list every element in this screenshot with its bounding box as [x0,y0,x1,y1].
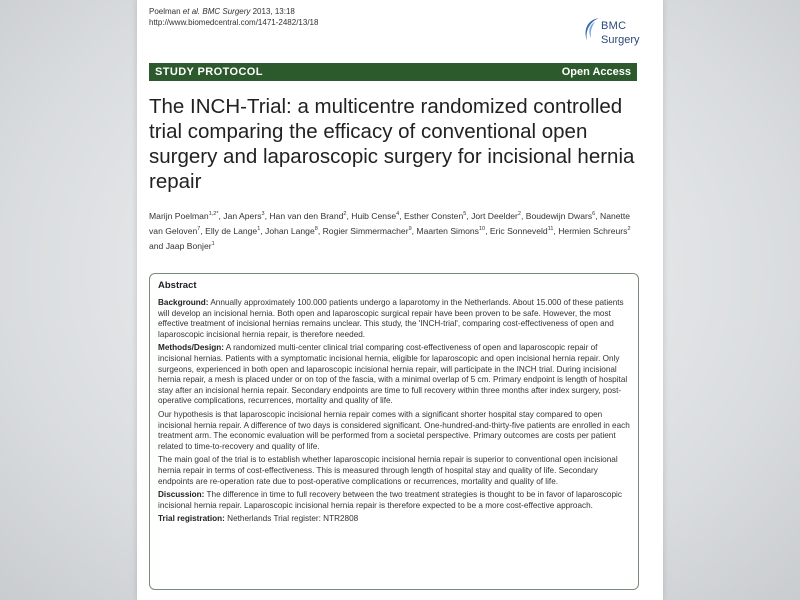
author-name: Elly de Lange [205,225,258,236]
author-affiliation: 3 [261,211,265,217]
citation-author: Poelman [149,7,183,16]
background-text: Annually approximately 100.000 patients undergo a laparotomy in the Netherlands. About 15.000 of these patients will develop an incisional hernia. Both open and laparoscopic surgical repair have been proven to be safe. However, the most effective treatment of incisional hernias remains unclear. This study, the 'INCH-trial', comparing cost-effectiveness of open and laparoscopic incisional hernia repair, is therefore needed. [158,298,624,339]
author-name: Jort Deelder [471,210,518,221]
author-name: Maarten Simons [416,225,479,236]
paper-page [137,0,663,600]
author-name: Jaap Bonjer [165,240,212,251]
open-access-label: Open Access [561,66,631,78]
author-affiliation: 2 [627,225,631,232]
citation-url[interactable]: http://www.biomedcentral.com/1471-2482/13/18 [149,18,319,27]
author-separator: , [411,225,417,236]
logo-bmc-text: BMC [601,20,627,32]
author-separator: , [399,210,404,221]
author-affiliation: 1 [257,225,261,232]
author-name: Nanette van Geloven [149,210,631,236]
author-affiliation: 11 [547,225,554,232]
methods-label: Methods/Design: [158,343,224,353]
author-separator: , [553,225,559,236]
methods-text: A randomized multi-center clinical trial comparing cost-effectiveness of open and laparoscopic repair of incisional hernias. Patients with a symptomatic incisional hernia, eligible for laparoscopic and open incisional hernia repair. Only surgeons, experienced in both open and laparoscopic incisional hernia repair, will participate in the INCH trial. During incisional hernia repair, a mesh is placed under or on top of the fascia, with a minimal overlap of 5 cm. Primary endpoint is length of hospital stay after an incisional hernia repair. Secondary endpoints are time to full recovery within three months after index surgery, post-operative complications, recurrences, mortality and quality of life. [158,343,628,406]
author-name: Hermien Schreurs [558,225,628,236]
author-name: Rogier Simmermacher [322,225,409,236]
author-name: Johan Lange [265,225,315,236]
registration-label: Trial registration: [158,514,225,524]
author-affiliation: 2 [343,211,347,217]
background-label: Background: [158,298,209,307]
author-affiliation: 4 [396,211,400,217]
author-separator: , [260,225,266,236]
abstract-registration [158,514,630,525]
citation-line [149,6,318,17]
author-separator: , [346,210,352,221]
author-name: Jan Apers [223,210,262,221]
author-affiliation: 7 [197,225,201,232]
article-type-banner [149,63,637,81]
author-name: Eric Sonneveld [489,225,548,236]
author-name: Boudewijn Dwars [525,210,593,221]
author-separator: , [317,225,323,236]
author-affiliation: 1,2* [208,211,219,217]
abstract-hypothesis: Our hypothesis is that laparoscopic incisional hernia repair comes with a significant shorter hospital stay compared to open incisional hernia repair. A difference of two days is considered significant. One-hundred-and-thirty-five patients are enrolled in each treatment arm. The economic evaluation will be performed from a societal perspective. Primary outcomes are costs per patient related to time-to-recovery and quality of life. [158,409,630,451]
author-name: Marijn Poelman [149,210,209,221]
discussion-text: The difference in time to full recovery between the two treatment strategies is thought to be in favor of laparoscopic incisional hernia repair. Laparoscopic incisional hernia repair is therefore expected to be a more cost-effective approach. [158,490,622,510]
author-affiliation: 9 [408,225,412,232]
bmc-surgery-logo [581,12,641,52]
author-separator: , [485,225,490,236]
author-name: Han van den Brand [269,210,344,221]
author-separator: , [466,210,472,221]
author-affiliation: 1 [211,240,215,247]
author-name: Esther Consten [404,210,464,221]
author-affiliation: 2 [517,211,521,217]
abstract-heading: Abstract [158,280,197,291]
citation-year: 2013, 13:18 [250,7,295,16]
author-separator: and [149,240,166,251]
registration-text: Netherlands Trial register: NTR2808 [224,514,359,524]
abstract-goal: The main goal of the trial is to establish whether laparoscopic incisional hernia repair is superior to conventional open incisional hernia repair in terms of cost-effectiveness. This is measured through length of hospital stay and quality of life. Secondary endpoints are re-operation rate due to post-operative complications or recurrences, mortality and quality of life. [158,455,618,486]
author-list [149,208,639,253]
article-title: The INCH-Trial: a multicentre randomized controlled trial comparing the efficacy of conventional open surgery and laparoscopic surgery for incisional hernia repair [149,95,635,193]
logo-surgery-text: Surgery [601,34,640,46]
author-separator: , [200,225,206,236]
abstract-methods [158,343,630,407]
study-protocol-label: STUDY PROTOCOL [155,66,263,78]
author-name: Huib Cense [351,210,397,221]
abstract-box [149,273,639,590]
abstract-background [158,298,630,340]
author-affiliation: 8 [314,225,318,232]
abstract-discussion [158,490,630,511]
citation-header [149,6,318,28]
citation-journal: et al. BMC Surgery [182,7,251,16]
author-separator: , [218,210,224,221]
discussion-label: Discussion: [158,490,205,500]
author-affiliation: 10 [478,225,486,232]
author-affiliation: 6 [592,211,596,217]
author-separator: , [520,210,526,221]
bmc-swoosh-icon [581,14,603,44]
author-separator: , [595,210,600,221]
author-affiliation: 5 [463,211,467,217]
author-separator: , [264,210,270,221]
